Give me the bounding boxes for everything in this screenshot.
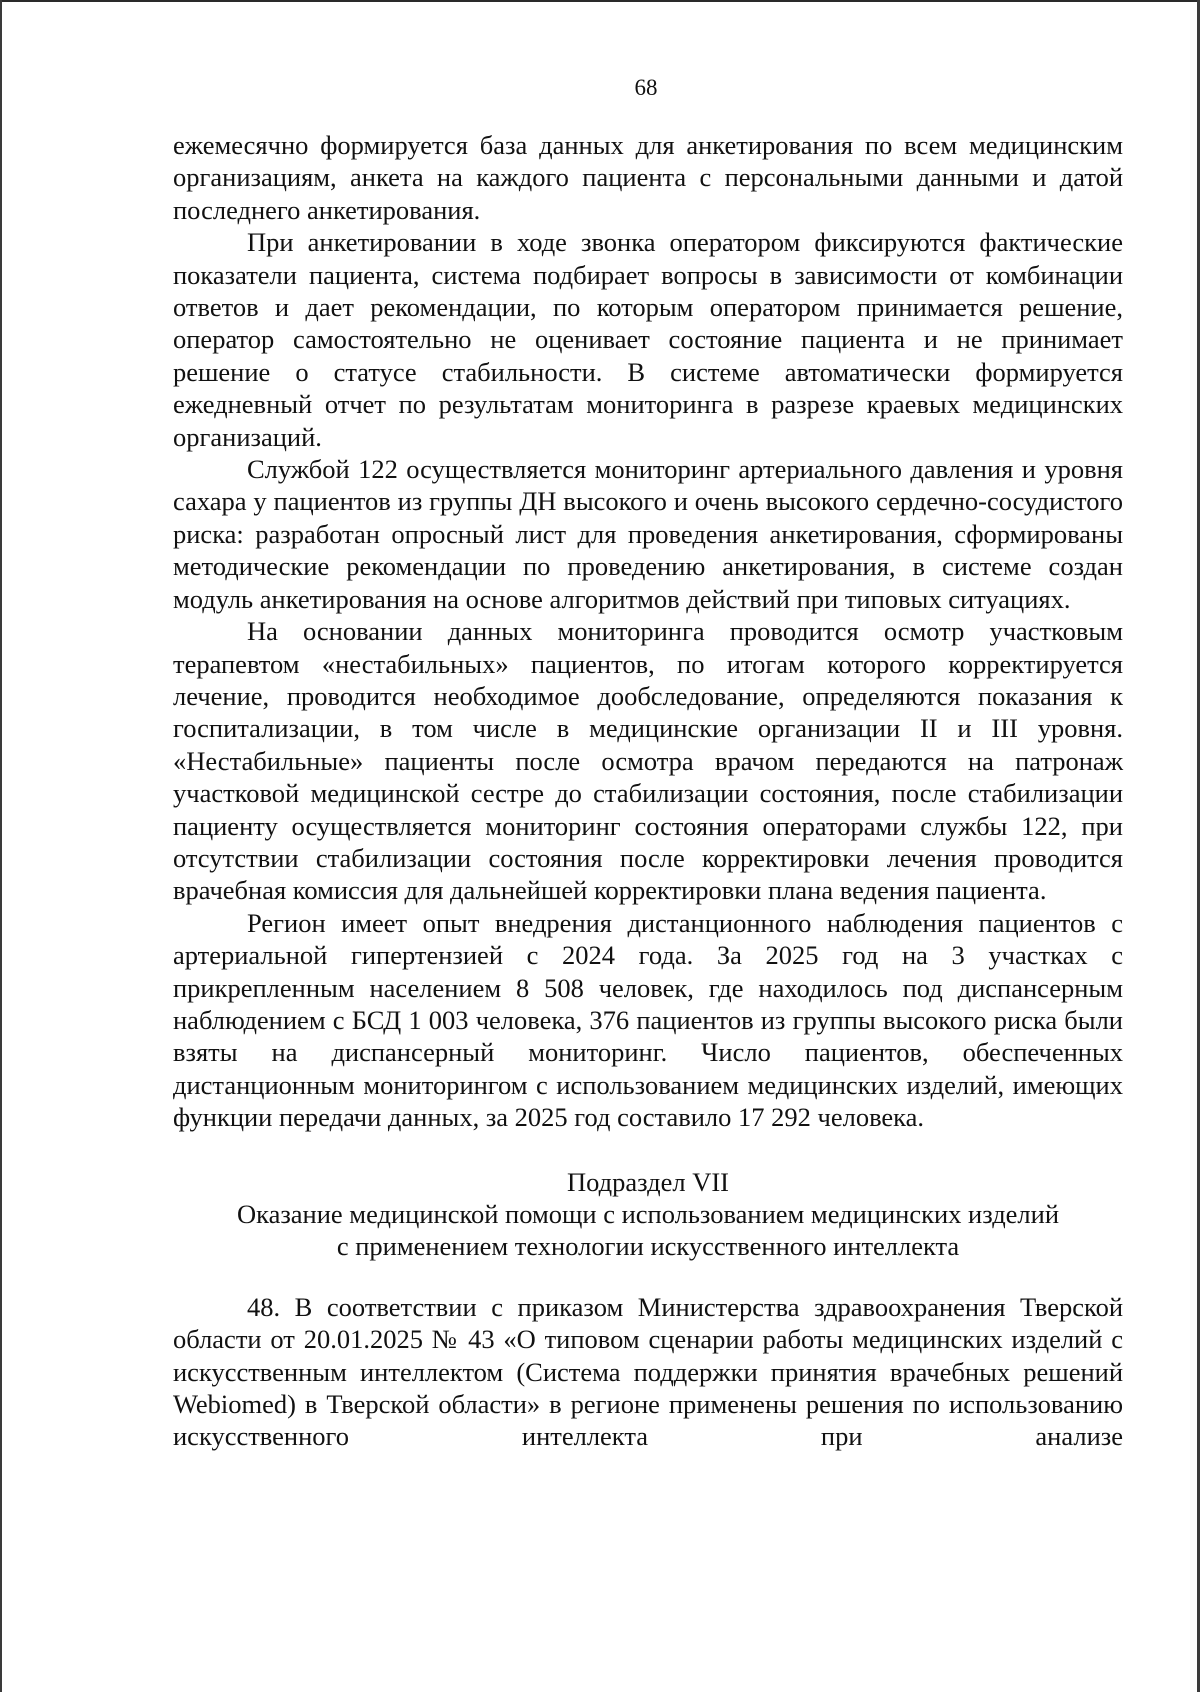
section-label: Подраздел VII (567, 1166, 729, 1197)
scan-edge-top (0, 0, 1200, 2)
document-body (173, 129, 1123, 1453)
paragraph-survey-operator: При анкетировании в ходе звонка оператором фиксируются фактические показатели пациента, система подбирает вопросы в зависимости от комбинации ответов и дает рекомендации, по которым оператором принимается решение, оператор самостоятельно не оценивает состояние пациента и не принимает решение о статусе стабильности. В системе автоматически формируется ежедневный отчет по результатам мониторинга в разрезе краевых медицинских организаций. (173, 227, 1123, 452)
scan-edge-left (0, 0, 2, 1692)
section-title-line-1: Оказание медицинской помощи с использованием медицинских изделий (236, 1199, 1060, 1229)
section-title-line-2: с применением технологии искусственного интеллекта (336, 1231, 960, 1262)
paragraph-continuation: ежемесячно формируется база данных для анкетирования по всем медицинским организациям, анкета на каждого пациента с персональными данными и датой последнего анкетирования. (173, 130, 1123, 225)
spacer (173, 1263, 1123, 1291)
page-number: 68 (634, 75, 658, 100)
paragraph-service-122-monitoring: Службой 122 осуществляется мониторинг артериального давления и уровня сахара у пациентов из группы ДН высокого и очень высокого сердечно-сосудистого риска: разработан опросный лист для проведения анкетирования, сформированы методические рекомендации по проведению анкетирования, в системе создан модуль анкетирования на основе алгоритмов действий при типовых ситуациях. (173, 454, 1123, 614)
paragraph-remote-monitoring: Регион имеет опыт внедрения дистанционного наблюдения пациентов с артериальной гипертензией с 2024 года. За 2025 год на 3 участках с прикрепленным населением 8 508 человек, где находилось под диспансерным наблюдением с БСД 1 003 человека, 376 пациентов из группы высокого риска были взяты на диспансерный мониторинг. Число пациентов, обеспеченных дистанционным мониторингом с использованием медицинских изделий, имеющих функции передачи данных, за 2025 год составило 17 292 человека. (173, 907, 1123, 1133)
paragraph-unstable-patients: На основании данных мониторинга проводится осмотр участковым терапевтом «нестабильных» пациентов, по итогам которого корректируется лечение, проводится необходимое дообследование, определяются показания к госпитализации, в том числе в медицинские организации II и III уровня. «Нестабильные» пациенты после осмотра врачом передаются на патронаж участковой медицинской сестре до стабилизации состояния, после стабилизации пациенту осуществляется мониторинг состояния операторами службы 122, при отсутствии стабилизации состояния после корректировки лечения проводится врачебная комиссия для дальнейшей корректировки плана ведения пациента. (173, 616, 1123, 906)
section-heading (173, 1166, 1123, 1263)
paragraph-item-48: 48. В соответствии с приказом Министерства здравоохранения Тверской области от 20.01.2025 № 43 «О типовом сценарии работы медицинских изделий с искусственным интеллектом (Система поддержки принятия врачебных решений Webiomed) в Тверской области» в регионе применены решения по использованию искусственного интеллекта при анализе (173, 1291, 1123, 1452)
